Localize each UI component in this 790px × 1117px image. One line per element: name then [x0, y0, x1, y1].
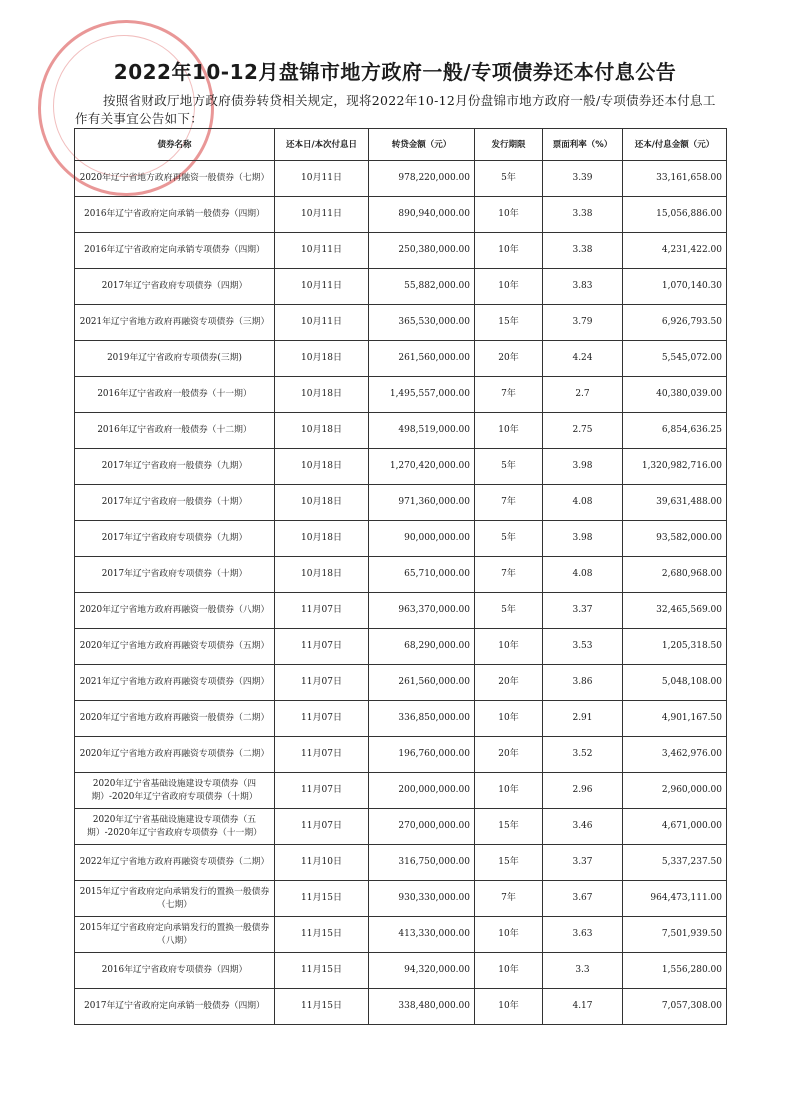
cell-loan-amount: 971,360,000.00 — [369, 485, 475, 521]
cell-bond-name: 2015年辽宁省政府定向承销发行的置换一般债券（七期） — [75, 881, 275, 917]
table-row — [75, 593, 727, 629]
cell-repay-date: 10月18日 — [275, 485, 369, 521]
cell-coupon-rate: 3.98 — [543, 521, 623, 557]
table-row — [75, 917, 727, 953]
table-row — [75, 953, 727, 989]
cell-term: 7年 — [475, 881, 543, 917]
cell-coupon-rate: 3.83 — [543, 269, 623, 305]
cell-bond-name: 2020年辽宁省地方政府再融资专项债券（二期） — [75, 737, 275, 773]
cell-loan-amount: 250,380,000.00 — [369, 233, 475, 269]
cell-term: 10年 — [475, 917, 543, 953]
table-row — [75, 845, 727, 881]
header-loan-amount: 转贷金额（元） — [369, 129, 475, 161]
cell-repay-date: 11月15日 — [275, 881, 369, 917]
cell-repay-amount: 1,205,318.50 — [623, 629, 727, 665]
cell-loan-amount: 890,940,000.00 — [369, 197, 475, 233]
cell-loan-amount: 365,530,000.00 — [369, 305, 475, 341]
cell-repay-amount: 15,056,886.00 — [623, 197, 727, 233]
cell-bond-name: 2019年辽宁省政府专项债券(三期) — [75, 341, 275, 377]
cell-repay-date: 10月18日 — [275, 521, 369, 557]
cell-loan-amount: 316,750,000.00 — [369, 845, 475, 881]
table-row — [75, 197, 727, 233]
table-row — [75, 233, 727, 269]
cell-coupon-rate: 3.52 — [543, 737, 623, 773]
cell-term: 20年 — [475, 737, 543, 773]
cell-repay-date: 11月07日 — [275, 737, 369, 773]
table-row — [75, 809, 727, 845]
cell-repay-date: 11月15日 — [275, 989, 369, 1025]
cell-repay-amount: 40,380,039.00 — [623, 377, 727, 413]
cell-loan-amount: 90,000,000.00 — [369, 521, 475, 557]
cell-term: 10年 — [475, 989, 543, 1025]
cell-coupon-rate: 2.7 — [543, 377, 623, 413]
header-repay-amount: 还本/付息金额（元） — [623, 129, 727, 161]
cell-loan-amount: 978,220,000.00 — [369, 161, 475, 197]
cell-bond-name: 2020年辽宁省基础设施建设专项债券（四期）-2020年辽宁省政府专项债券（十期） — [75, 773, 275, 809]
cell-coupon-rate: 3.67 — [543, 881, 623, 917]
cell-repay-amount: 5,337,237.50 — [623, 845, 727, 881]
cell-bond-name: 2016年辽宁省政府定向承销一般债券（四期） — [75, 197, 275, 233]
cell-term: 15年 — [475, 305, 543, 341]
cell-repay-date: 10月11日 — [275, 161, 369, 197]
cell-bond-name: 2016年辽宁省政府一般债券（十二期） — [75, 413, 275, 449]
cell-bond-name: 2022年辽宁省地方政府再融资专项债券（二期） — [75, 845, 275, 881]
cell-loan-amount: 200,000,000.00 — [369, 773, 475, 809]
cell-bond-name: 2017年辽宁省政府一般债券（九期） — [75, 449, 275, 485]
cell-term: 10年 — [475, 629, 543, 665]
cell-loan-amount: 65,710,000.00 — [369, 557, 475, 593]
cell-bond-name: 2020年辽宁省地方政府再融资一般债券（八期） — [75, 593, 275, 629]
cell-repay-date: 10月11日 — [275, 233, 369, 269]
cell-repay-date: 10月11日 — [275, 305, 369, 341]
cell-repay-date: 11月07日 — [275, 701, 369, 737]
table-row — [75, 773, 727, 809]
table-row — [75, 701, 727, 737]
table-row — [75, 881, 727, 917]
cell-coupon-rate: 2.91 — [543, 701, 623, 737]
cell-repay-date: 11月10日 — [275, 845, 369, 881]
table-row — [75, 161, 727, 197]
table-row — [75, 341, 727, 377]
cell-bond-name: 2020年辽宁省地方政府再融资专项债券（五期） — [75, 629, 275, 665]
cell-coupon-rate: 4.24 — [543, 341, 623, 377]
cell-bond-name: 2021年辽宁省地方政府再融资专项债券（四期） — [75, 665, 275, 701]
table-row — [75, 665, 727, 701]
cell-term: 5年 — [475, 521, 543, 557]
cell-coupon-rate: 2.75 — [543, 413, 623, 449]
cell-term: 5年 — [475, 161, 543, 197]
cell-term: 15年 — [475, 845, 543, 881]
table-row — [75, 989, 727, 1025]
cell-repay-amount: 1,320,982,716.00 — [623, 449, 727, 485]
cell-coupon-rate: 4.08 — [543, 557, 623, 593]
cell-bond-name: 2015年辽宁省政府定向承销发行的置换一般债券（八期） — [75, 917, 275, 953]
cell-repay-amount: 93,582,000.00 — [623, 521, 727, 557]
table-row — [75, 521, 727, 557]
cell-bond-name: 2020年辽宁省地方政府再融资一般债券（二期） — [75, 701, 275, 737]
cell-loan-amount: 1,270,420,000.00 — [369, 449, 475, 485]
cell-term: 7年 — [475, 377, 543, 413]
cell-bond-name: 2021年辽宁省地方政府再融资专项债券（三期） — [75, 305, 275, 341]
cell-loan-amount: 498,519,000.00 — [369, 413, 475, 449]
cell-loan-amount: 94,320,000.00 — [369, 953, 475, 989]
cell-coupon-rate: 3.79 — [543, 305, 623, 341]
cell-bond-name: 2020年辽宁省地方政府再融资一般债券（七期） — [75, 161, 275, 197]
table-row — [75, 629, 727, 665]
cell-repay-amount: 7,057,308.00 — [623, 989, 727, 1025]
cell-loan-amount: 55,882,000.00 — [369, 269, 475, 305]
cell-bond-name: 2017年辽宁省政府定向承销一般债券（四期） — [75, 989, 275, 1025]
cell-repay-amount: 5,545,072.00 — [623, 341, 727, 377]
cell-bond-name: 2016年辽宁省政府定向承销专项债券（四期） — [75, 233, 275, 269]
cell-coupon-rate: 3.38 — [543, 197, 623, 233]
cell-bond-name: 2017年辽宁省政府专项债券（十期） — [75, 557, 275, 593]
cell-repay-amount: 6,854,636.25 — [623, 413, 727, 449]
cell-bond-name: 2017年辽宁省政府一般债券（十期） — [75, 485, 275, 521]
header-term: 发行期限 — [475, 129, 543, 161]
cell-repay-date: 10月18日 — [275, 449, 369, 485]
cell-coupon-rate: 3.46 — [543, 809, 623, 845]
cell-coupon-rate: 4.08 — [543, 485, 623, 521]
table-row — [75, 557, 727, 593]
cell-loan-amount: 68,290,000.00 — [369, 629, 475, 665]
cell-coupon-rate: 3.37 — [543, 593, 623, 629]
cell-repay-date: 11月07日 — [275, 809, 369, 845]
cell-repay-date: 11月07日 — [275, 773, 369, 809]
cell-term: 10年 — [475, 953, 543, 989]
cell-repay-amount: 4,901,167.50 — [623, 701, 727, 737]
cell-repay-date: 11月15日 — [275, 953, 369, 989]
cell-repay-date: 11月07日 — [275, 593, 369, 629]
cell-loan-amount: 196,760,000.00 — [369, 737, 475, 773]
cell-loan-amount: 413,330,000.00 — [369, 917, 475, 953]
cell-repay-amount: 33,161,658.00 — [623, 161, 727, 197]
table-row — [75, 305, 727, 341]
table-row — [75, 449, 727, 485]
cell-repay-date: 11月07日 — [275, 629, 369, 665]
cell-term: 10年 — [475, 773, 543, 809]
cell-repay-date: 10月18日 — [275, 413, 369, 449]
cell-repay-date: 10月18日 — [275, 341, 369, 377]
cell-repay-amount: 4,231,422.00 — [623, 233, 727, 269]
header-bond-name: 债券名称 — [75, 129, 275, 161]
cell-bond-name: 2017年辽宁省政府专项债券（九期） — [75, 521, 275, 557]
cell-term: 20年 — [475, 665, 543, 701]
cell-loan-amount: 336,850,000.00 — [369, 701, 475, 737]
cell-term: 7年 — [475, 485, 543, 521]
cell-repay-date: 11月07日 — [275, 665, 369, 701]
cell-term: 15年 — [475, 809, 543, 845]
cell-bond-name: 2016年辽宁省政府一般债券（十一期） — [75, 377, 275, 413]
cell-repay-amount: 2,680,968.00 — [623, 557, 727, 593]
cell-repay-amount: 5,048,108.00 — [623, 665, 727, 701]
header-repay-date: 还本日/本次付息日 — [275, 129, 369, 161]
cell-repay-amount: 4,671,000.00 — [623, 809, 727, 845]
cell-loan-amount: 963,370,000.00 — [369, 593, 475, 629]
cell-coupon-rate: 3.86 — [543, 665, 623, 701]
cell-term: 20年 — [475, 341, 543, 377]
cell-term: 10年 — [475, 233, 543, 269]
cell-term: 10年 — [475, 701, 543, 737]
cell-loan-amount: 338,480,000.00 — [369, 989, 475, 1025]
cell-bond-name: 2017年辽宁省政府专项债券（四期） — [75, 269, 275, 305]
cell-repay-amount: 6,926,793.50 — [623, 305, 727, 341]
cell-term: 5年 — [475, 449, 543, 485]
cell-coupon-rate: 3.37 — [543, 845, 623, 881]
cell-repay-amount: 1,070,140.30 — [623, 269, 727, 305]
cell-repay-date: 11月15日 — [275, 917, 369, 953]
cell-repay-date: 10月18日 — [275, 377, 369, 413]
table-header-row — [75, 129, 727, 161]
cell-coupon-rate: 3.98 — [543, 449, 623, 485]
cell-coupon-rate: 3.53 — [543, 629, 623, 665]
cell-coupon-rate: 3.63 — [543, 917, 623, 953]
cell-repay-date: 10月18日 — [275, 557, 369, 593]
page-title: 2022年10-12月盘锦市地方政府一般/专项债券还本付息公告 — [113, 60, 677, 84]
header-coupon-rate: 票面利率（%） — [543, 129, 623, 161]
cell-term: 10年 — [475, 269, 543, 305]
cell-term: 10年 — [475, 413, 543, 449]
cell-coupon-rate: 3.3 — [543, 953, 623, 989]
cell-coupon-rate: 3.39 — [543, 161, 623, 197]
cell-repay-amount: 1,556,280.00 — [623, 953, 727, 989]
table-row — [75, 485, 727, 521]
cell-coupon-rate: 4.17 — [543, 989, 623, 1025]
cell-repay-amount: 3,462,976.00 — [623, 737, 727, 773]
cell-repay-date: 10月11日 — [275, 197, 369, 233]
cell-loan-amount: 270,000,000.00 — [369, 809, 475, 845]
cell-repay-amount: 39,631,488.00 — [623, 485, 727, 521]
cell-term: 10年 — [475, 197, 543, 233]
table-row — [75, 377, 727, 413]
cell-repay-date: 10月11日 — [275, 269, 369, 305]
cell-loan-amount: 1,495,557,000.00 — [369, 377, 475, 413]
cell-term: 7年 — [475, 557, 543, 593]
intro-paragraph: 按照省财政厅地方政府债券转贷相关规定，现将2022年10-12月份盘锦市地方政府一般/专项债券还本付息工作有关事宜公告如下： — [75, 93, 716, 126]
cell-repay-amount: 2,960,000.00 — [623, 773, 727, 809]
cell-repay-amount: 7,501,939.50 — [623, 917, 727, 953]
table-row — [75, 737, 727, 773]
cell-coupon-rate: 2.96 — [543, 773, 623, 809]
cell-coupon-rate: 3.38 — [543, 233, 623, 269]
cell-loan-amount: 261,560,000.00 — [369, 665, 475, 701]
cell-bond-name: 2016年辽宁省政府专项债券（四期） — [75, 953, 275, 989]
table-body — [75, 161, 727, 1025]
cell-loan-amount: 261,560,000.00 — [369, 341, 475, 377]
table-row — [75, 269, 727, 305]
cell-repay-amount: 964,473,111.00 — [623, 881, 727, 917]
bond-repayment-table — [74, 128, 727, 1025]
cell-term: 5年 — [475, 593, 543, 629]
cell-repay-amount: 32,465,569.00 — [623, 593, 727, 629]
table-row — [75, 413, 727, 449]
cell-loan-amount: 930,330,000.00 — [369, 881, 475, 917]
cell-bond-name: 2020年辽宁省基础设施建设专项债券（五期）-2020年辽宁省政府专项债券（十一期） — [75, 809, 275, 845]
